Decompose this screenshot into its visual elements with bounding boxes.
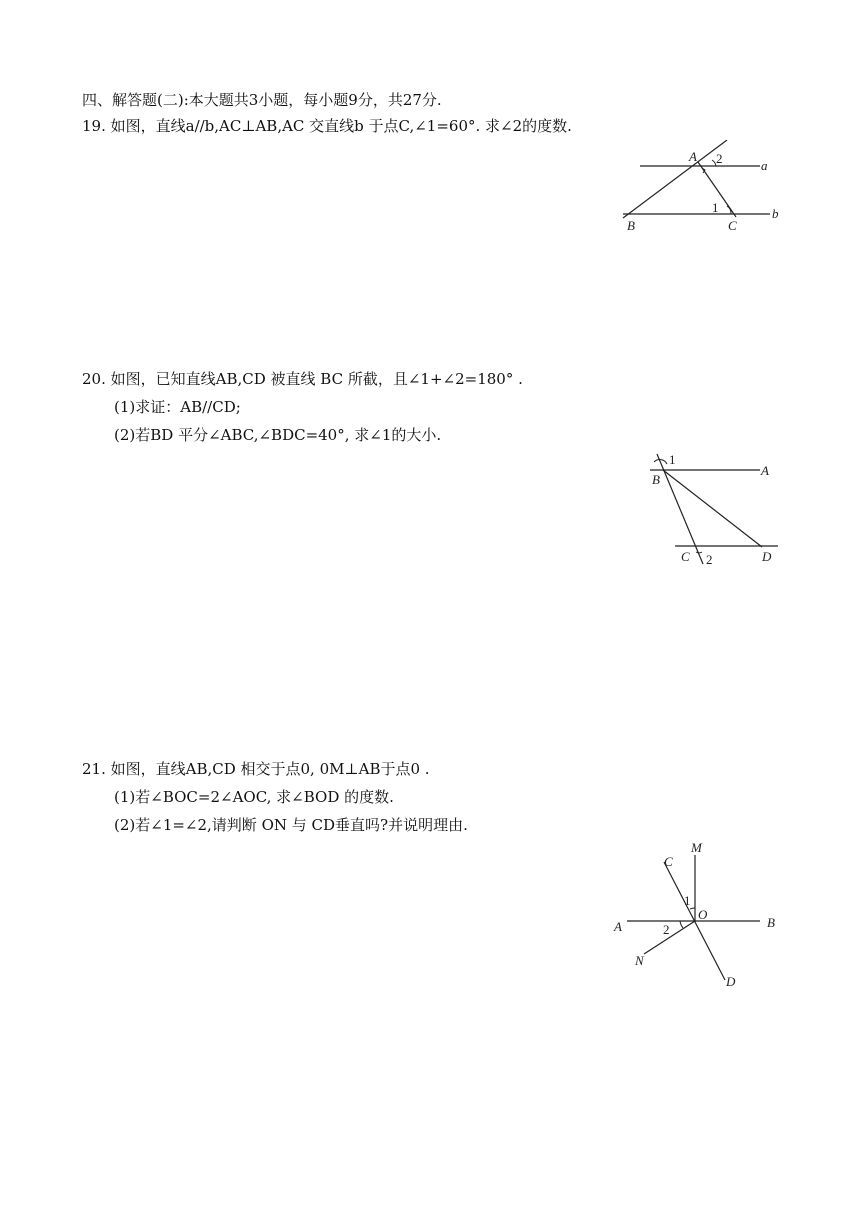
q19-angle1-label: 1 <box>712 200 719 215</box>
q20-part1: (1)求证：AB//CD; <box>114 398 241 416</box>
q21-label-D: D <box>726 974 736 989</box>
q19-label-b: b <box>772 206 779 221</box>
q21-label-A: A <box>614 919 622 934</box>
q19-text: 19. 如图，直线a//b,AC⊥AB,AC 交直线b 于点C,∠1=60°. 求∠2的度数. <box>82 117 572 135</box>
q20-label-C: C <box>681 549 690 564</box>
q20-label-B: B <box>652 472 660 487</box>
q21-text: 21. 如图，直线AB,CD 相交于点0, 0M⊥AB于点0 . <box>82 760 430 778</box>
q21-angle1-label: 1 <box>684 893 691 908</box>
section-heading: 四、解答题(二):本大题共3小题，每小题9分，共27分. <box>82 91 442 109</box>
q21-figure <box>605 835 785 995</box>
q21-angle2-label: 2 <box>663 922 670 937</box>
q19-angle2-label: 2 <box>716 151 723 166</box>
q20-label-A: A <box>761 463 769 478</box>
q19-label-B: B <box>627 218 635 233</box>
q19-label-C: C <box>728 218 737 233</box>
q20-part2: (2)若BD 平分∠ABC,∠BDC=40°, 求∠1的大小. <box>114 426 442 444</box>
q21-part1: (1)若∠BOC=2∠AOC, 求∠BOD 的度数. <box>114 788 394 806</box>
q20-angle1-label: 1 <box>669 452 676 467</box>
q19-figure <box>615 140 790 240</box>
q19-label-A: A <box>689 149 697 164</box>
q20-text: 20. 如图，已知直线AB,CD 被直线 BC 所截，且∠1+∠2=180° . <box>82 370 523 388</box>
q20-figure <box>640 448 790 573</box>
q21-label-N: N <box>635 953 644 968</box>
q20-angle2-label: 2 <box>706 552 713 567</box>
q20-label-D: D <box>762 549 772 564</box>
q21-label-B: B <box>767 915 775 930</box>
q21-label-O: O <box>698 907 708 922</box>
q21-part2: (2)若∠1=∠2,请判断 ON 与 CD垂直吗?并说明理由. <box>114 816 468 834</box>
q21-label-M: M <box>691 840 702 855</box>
q21-label-C: C <box>664 854 673 869</box>
q19-label-a: a <box>761 158 768 173</box>
